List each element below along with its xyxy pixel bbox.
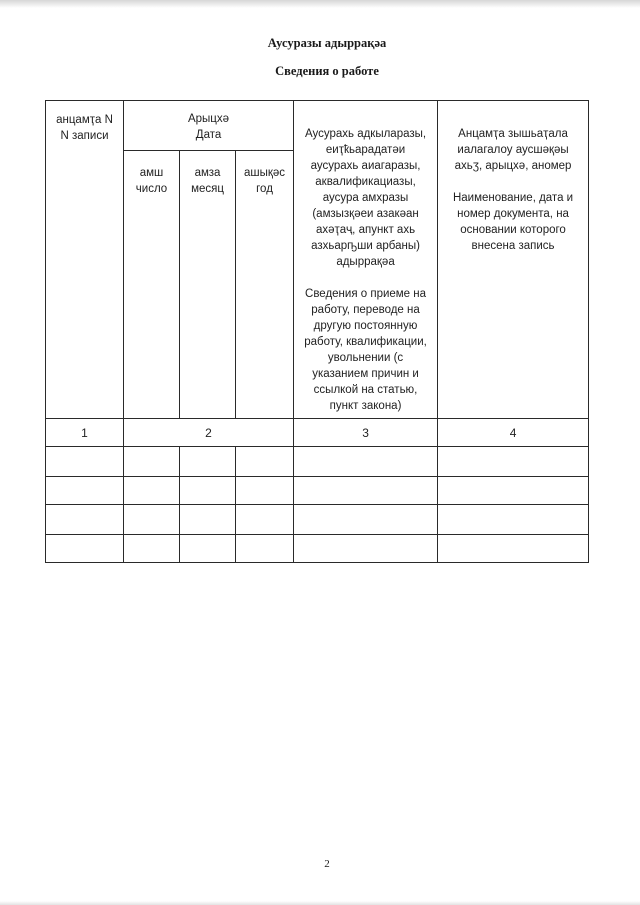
table-row — [46, 505, 589, 535]
header-line: номер документа, на — [457, 208, 569, 220]
header-line: другую постоянную — [313, 320, 418, 332]
column-number: 3 — [294, 419, 438, 447]
header-line: анцамҭа N — [56, 114, 113, 126]
header-line: Дата — [195, 129, 222, 141]
table-cell — [180, 505, 236, 535]
document-subtitle: Сведения о работе — [275, 64, 379, 78]
header-line: ахәҭаҷ, апункт ахь — [315, 224, 416, 236]
table-cell — [294, 477, 438, 505]
header-line: азхьарҧши арбаны) — [311, 240, 420, 252]
header-line: Сведения о приеме на — [305, 288, 427, 300]
header-line: указанием причин и — [312, 368, 419, 380]
page-number: 2 — [324, 858, 330, 870]
table-cell — [124, 505, 180, 535]
table-cell — [180, 477, 236, 505]
table-cell — [180, 447, 236, 477]
table-cell — [46, 447, 124, 477]
table-cell — [124, 535, 180, 563]
header-line: ссылкой на статью, — [313, 384, 418, 396]
header-line: N записи — [60, 130, 109, 142]
table-row — [46, 447, 589, 477]
column-number-row — [46, 419, 589, 447]
header-line: пункт закона) — [329, 400, 402, 412]
table-cell — [438, 477, 589, 505]
table-cell — [46, 535, 124, 563]
table-row — [46, 477, 589, 505]
header-row — [46, 101, 589, 151]
header-line: амза — [194, 167, 221, 179]
table-cell — [180, 535, 236, 563]
header-line: (амзызқәеи азакәан — [312, 208, 419, 220]
table-cell — [46, 505, 124, 535]
column-number: 2 — [124, 419, 294, 447]
table-cell — [236, 477, 294, 505]
header-line: ашықәс — [243, 167, 286, 179]
table-cell — [124, 447, 180, 477]
header-line: работу, квалификации, — [304, 336, 427, 348]
table-cell — [46, 477, 124, 505]
header-line: месяц — [191, 183, 224, 195]
record-number-header — [46, 101, 124, 419]
work-info-header — [294, 101, 438, 419]
header-line: увольнении (с — [327, 352, 404, 364]
table-cell — [236, 447, 294, 477]
column-number: 4 — [438, 419, 589, 447]
header-line: Арыцхә — [187, 113, 230, 125]
header-line: Анцамҭа зышьаҭала — [458, 128, 568, 140]
header-line: ахьӡ, арыцхә, аномер — [454, 160, 572, 172]
header-line: год — [256, 183, 273, 195]
table-cell — [124, 477, 180, 505]
table-cell — [438, 505, 589, 535]
table-cell — [236, 535, 294, 563]
header-line: аусура амхразы — [322, 192, 409, 204]
header-line: аквалификациазы, — [315, 176, 416, 188]
work-record-table — [45, 100, 589, 563]
month-header — [180, 151, 236, 419]
table-cell — [294, 505, 438, 535]
column-number: 1 — [46, 419, 124, 447]
header-line: число — [135, 183, 168, 195]
table-row — [46, 535, 589, 563]
table-cell — [294, 535, 438, 563]
day-header — [124, 151, 180, 419]
date-header — [124, 101, 294, 151]
scan-edge — [0, 0, 640, 8]
header-line: еиҭҟьарадатәи — [325, 144, 406, 156]
year-header — [236, 151, 294, 419]
header-line: основании которого — [460, 224, 566, 236]
table-cell — [294, 447, 438, 477]
header-line: адыррақәа — [336, 256, 395, 268]
document-basis-header — [438, 101, 589, 419]
header-line: внесена запись — [471, 240, 555, 252]
header-line: Аусурахь адкыларазы, — [304, 128, 427, 140]
document-title: Аусуразы адыррақәа — [267, 36, 387, 50]
header-line: работу, переводе на — [311, 304, 420, 316]
scan-edge — [0, 901, 640, 905]
table-cell — [438, 447, 589, 477]
header-line: Наименование, дата и — [452, 192, 574, 204]
table-cell — [438, 535, 589, 563]
header-line: аусурахь аиагаразы, — [310, 160, 421, 172]
header-line: амш — [139, 167, 164, 179]
table-cell — [236, 505, 294, 535]
header-line: иалагалоу аусшәқәы — [457, 144, 569, 156]
